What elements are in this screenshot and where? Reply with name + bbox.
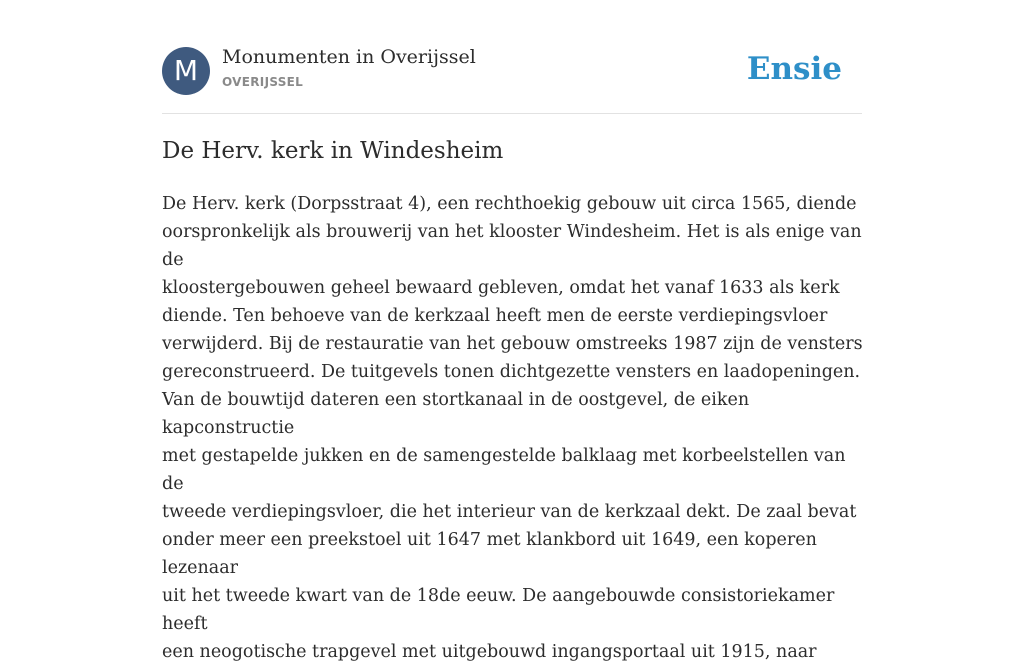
- header: [162, 46, 862, 96]
- divider: [162, 113, 862, 114]
- collection-subtitle: OVERIJSSEL: [222, 75, 304, 89]
- ensie-logo[interactable]: Ensie: [746, 51, 842, 87]
- collection-title-link[interactable]: Monumenten in Overijssel: [222, 46, 476, 68]
- avatar[interactable]: M: [162, 47, 210, 95]
- article-title: De Herv. kerk in Windesheim: [162, 138, 504, 164]
- article-body: De Herv. kerk (Dorpsstraat 4), een rechthoekig gebouw uit circa 1565, diende oorspronkelijk als brouwerij van het klooster Windesheim. Het is als enige van de kloostergebouwen geheel bewaard gebleven, omdat het vanaf 1633 als kerk diende. Ten behoeve van de kerkzaal heeft men de eerste verdiepingsvloer verwijderd. Bij de restauratie van het gebouw omstreeks 1987 zijn de vensters gereconstrueerd. De tuitgevels tonen dichtgezette vensters en laadopeningen. Van de bouwtijd dateren een stortkanaal in de oostgevel, de eiken kapconstructie met gestapelde jukken en de samengestelde balklaag met korbeelstellen van de tweede verdiepingsvloer, die het interieur van de kerkzaal dekt. De zaal bevat onder meer een preekstoel uit 1647 met klankbord uit 1649, een koperen lezenaar uit het tweede kwart van de 18de eeuw. De aangebouwde consistoriekamer heeft een neogotische trapgevel met uitgebouwd ingangsportaal uit 1915, naar: [162, 194, 863, 662]
